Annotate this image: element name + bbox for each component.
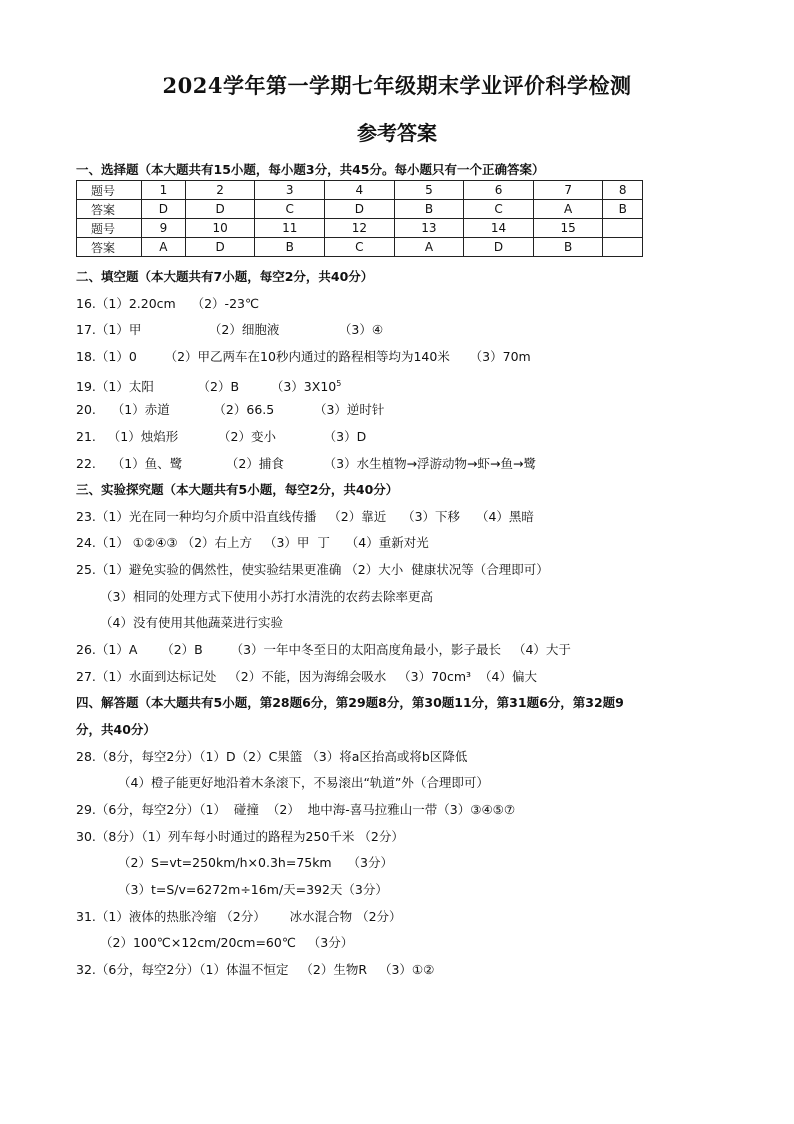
answer-line-25-part4: （4）没有使用其他蔬菜进行实验 (100, 615, 283, 630)
table-row (77, 181, 643, 200)
table-cell: 7 (533, 181, 603, 200)
table-cell: 2 (185, 181, 255, 200)
answer-line-28-part4: （4）橙子能更好地沿着木条滚下，不易滚出“轨道”外（合理即可） (118, 775, 489, 790)
table-cell: C (255, 200, 325, 219)
table-cell: B (603, 200, 643, 219)
table-cell (603, 219, 643, 238)
table-cell: 3 (255, 181, 325, 200)
answer-line-30-part3: （3）t=S/v=6272m÷16m/天=392天（3分） (118, 882, 388, 897)
answer-line-27: 27.（1）水面到达标记处 （2）不能，因为海绵会吸水 （3）70cm³ （4）偏大 (76, 669, 537, 684)
table-cell: 15 (533, 219, 603, 238)
exponent: 5 (336, 379, 342, 388)
answer-line-26: 26.（1）A （2）B （3）一年中冬至日的太阳高度角最小，影子最长 （4）大于 (76, 642, 571, 657)
answer-line-21: 21. （1）烛焰形 （2）变小 （3）D (76, 429, 367, 444)
table-row (77, 219, 643, 238)
page-subtitle: 参考答案 (357, 121, 437, 145)
answer-line-31: 31.（1）液体的热胀冷缩 （2分） 冰水混合物 （2分） (76, 909, 402, 924)
table-cell: 4 (325, 181, 395, 200)
answer-line-19-text: 19.（1）太阳 （2）B （3）3X10 (76, 379, 337, 395)
answer-line-31-part2: （2）100℃×12cm/20cm=60℃ （3分） (100, 935, 354, 950)
table-cell (603, 238, 643, 257)
table-cell: B (255, 238, 325, 257)
section-heading-answer-cont: 分，共40分） (76, 722, 156, 737)
table-cell: D (185, 238, 255, 257)
section-heading-fill: 二、填空题（本大题共有7小题，每空2分，共40分） (76, 269, 374, 284)
table-cell: D (325, 200, 395, 219)
answer-line-18: 18.（1）0 （2）甲乙两车在10秒内通过的路程相等均为140米 （3）70m (76, 349, 531, 364)
answer-line-20: 20. （1）赤道 （2）66.5 （3）逆时针 (76, 402, 385, 417)
table-cell: A (394, 238, 464, 257)
table-cell: B (394, 200, 464, 219)
table-row (77, 238, 643, 257)
table-header-cell: 答案 (77, 200, 142, 219)
answer-line-29: 29.（6分，每空2分）（1） 碰撞 （2） 地中海-喜马拉雅山一带（3）③④⑤⑦ (76, 802, 516, 817)
table-cell: A (533, 200, 603, 219)
table-header-cell: 答案 (77, 238, 142, 257)
table-cell: C (325, 238, 395, 257)
table-cell: B (533, 238, 603, 257)
answer-line-22: 22. （1）鱼、鹭 （2）捕食 （3）水生植物→浮游动物→虾→鱼→鹭 (76, 456, 536, 471)
answer-line-25: 25.（1）避免实验的偶然性，使实验结果更准确 （2）大小 健康状况等（合理即可） (76, 562, 549, 577)
answer-line-28: 28.（8分，每空2分）（1）D（2）C果篮 （3）将a区抬高或将b区降低 (76, 749, 468, 764)
answer-line-32: 32.（6分，每空2分）（1）体温不恒定 （2）生物R （3）①② (76, 962, 435, 977)
table-cell: D (464, 238, 534, 257)
table-cell: 6 (464, 181, 534, 200)
table-header-cell: 题号 (77, 181, 142, 200)
table-cell: 9 (142, 219, 186, 238)
answer-table (76, 180, 643, 257)
table-cell: 10 (185, 219, 255, 238)
table-cell: 5 (394, 181, 464, 200)
table-cell: 1 (142, 181, 186, 200)
answer-line-24: 24.（1） ①②④③ （2）右上方 （3）甲 丁 （4）重新对光 (76, 535, 429, 550)
section-heading-experiment: 三、实验探究题（本大题共有5小题，每空2分，共40分） (76, 482, 399, 497)
table-cell: D (185, 200, 255, 219)
answer-line-19 (76, 376, 341, 395)
answer-line-16: 16.（1）2.20cm （2）-23℃ (76, 296, 260, 311)
answer-line-30-part2: （2）S=vt=250km/h×0.3h=75km （3分） (118, 855, 393, 870)
table-cell: 13 (394, 219, 464, 238)
section-heading-answer: 四、解答题（本大题共有5小题，第28题6分，第29题8分，第30题11分，第31题6分，第32题9 (76, 695, 624, 710)
answer-line-25-part3: （3）相同的处理方式下使用小苏打水清洗的农药去除率更高 (100, 589, 433, 604)
table-cell: D (142, 200, 186, 219)
answer-line-17: 17.（1）甲 （2）细胞液 （3）④ (76, 322, 384, 337)
table-cell: 14 (464, 219, 534, 238)
answer-line-23: 23.（1）光在同一种均匀介质中沿直线传播 （2）靠近 （3）下移 （4）黑暗 (76, 509, 534, 524)
table-row (77, 200, 643, 219)
page-title: 2024学年第一学期七年级期末学业评价科学检测 (162, 73, 632, 98)
table-cell: 11 (255, 219, 325, 238)
table-cell: 12 (325, 219, 395, 238)
table-header-cell: 题号 (77, 219, 142, 238)
table-cell: 8 (603, 181, 643, 200)
table-cell: C (464, 200, 534, 219)
answer-line-30: 30.（8分）（1）列车每小时通过的路程为250千米 （2分） (76, 829, 404, 844)
table-cell: A (142, 238, 186, 257)
section-heading-choice: 一、选择题（本大题共有15小题，每小题3分，共45分。每小题只有一个正确答案） (76, 162, 545, 177)
